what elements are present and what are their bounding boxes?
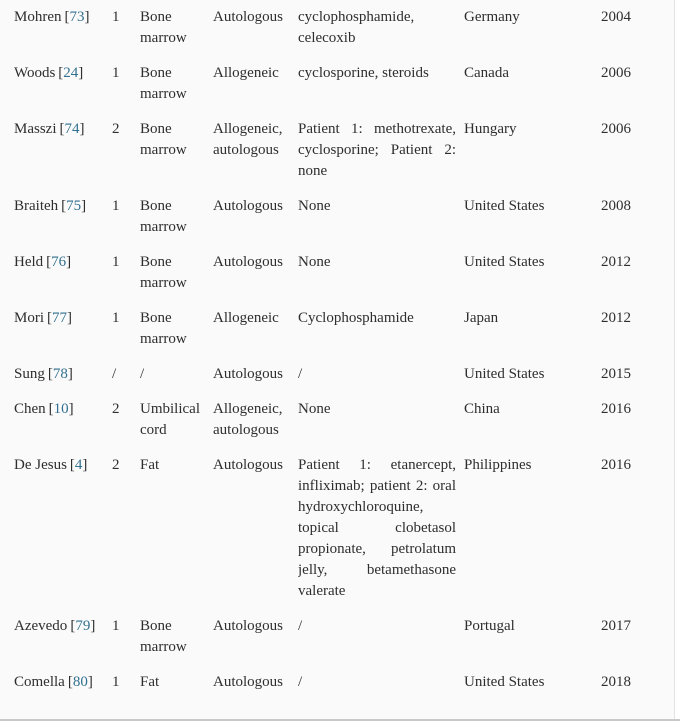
treatment-cell: / bbox=[298, 366, 303, 382]
author-name: Masszi bbox=[14, 121, 57, 137]
author-cell bbox=[14, 301, 112, 357]
reference-bracket bbox=[60, 121, 85, 137]
table-row bbox=[14, 301, 675, 357]
cell-source-cell: Bone marrow bbox=[140, 618, 187, 655]
author-name: Mohren bbox=[14, 9, 62, 25]
year-cell: 2004 bbox=[601, 9, 631, 25]
treatment-cell: / bbox=[298, 618, 303, 634]
table-row bbox=[14, 245, 675, 301]
patient-count-cell: 1 bbox=[112, 674, 120, 690]
transplant-type-cell: Allogeneic, autologous bbox=[213, 401, 283, 438]
reference-link[interactable]: 80 bbox=[72, 674, 88, 690]
reference-link[interactable]: 77 bbox=[52, 310, 67, 326]
patient-count-cell: 1 bbox=[112, 310, 120, 326]
transplant-type-cell: Autologous bbox=[213, 9, 284, 25]
author-name: Sung bbox=[14, 366, 45, 382]
reference-bracket bbox=[70, 618, 95, 634]
cell-source-cell: Bone marrow bbox=[140, 65, 187, 102]
reference-link[interactable]: 73 bbox=[69, 9, 85, 25]
table-row bbox=[14, 392, 675, 448]
treatment-cell: None bbox=[298, 198, 331, 214]
patient-count-cell: 1 bbox=[112, 65, 120, 81]
treatment-cell: Patient 1: etanercept, infliximab; patient 2: oral hydroxychloroquine, topical clobetasol propionate, petrolatum jelly, betamethasone valerate bbox=[298, 457, 456, 599]
author-cell bbox=[14, 112, 112, 189]
treatment-cell: None bbox=[298, 254, 331, 270]
year-cell: 2015 bbox=[601, 366, 631, 382]
year-cell: 2006 bbox=[601, 121, 631, 137]
cell-source-cell: Bone marrow bbox=[140, 310, 187, 347]
transplant-type-cell: Allogeneic bbox=[213, 65, 279, 81]
reference-bracket bbox=[70, 457, 88, 473]
reference-link[interactable]: 10 bbox=[53, 401, 69, 417]
cell-source-cell: Bone marrow bbox=[140, 198, 187, 235]
country-cell: United States bbox=[464, 254, 545, 270]
author-cell bbox=[14, 609, 112, 665]
transplant-type-cell: Allogeneic, autologous bbox=[213, 121, 283, 158]
cell-source-cell: Bone marrow bbox=[140, 121, 187, 158]
country-cell: United States bbox=[464, 198, 545, 214]
table-row bbox=[14, 189, 675, 245]
transplant-type-cell: Autologous bbox=[213, 366, 284, 382]
treatment-cell: cyclophosphamide, celecoxib bbox=[298, 9, 415, 46]
patient-count-cell: 1 bbox=[112, 254, 120, 270]
country-cell: United States bbox=[464, 674, 545, 690]
patient-count-cell: 2 bbox=[112, 401, 120, 417]
author-cell bbox=[14, 56, 112, 112]
patient-count-cell: 1 bbox=[112, 198, 120, 214]
author-name: Woods bbox=[14, 65, 56, 81]
author-name: De Jesus bbox=[14, 457, 67, 473]
year-cell: 2012 bbox=[601, 254, 631, 270]
patient-count-cell: 1 bbox=[112, 9, 120, 25]
country-cell: United States bbox=[464, 366, 545, 382]
table-row bbox=[14, 665, 675, 700]
treatment-cell: cyclosporine, steroids bbox=[298, 65, 429, 81]
cell-source-cell: Fat bbox=[140, 457, 160, 473]
country-cell: Philippines bbox=[464, 457, 532, 473]
cell-source-cell: / bbox=[140, 366, 145, 382]
reference-link[interactable]: 79 bbox=[75, 618, 91, 634]
reference-bracket bbox=[47, 310, 72, 326]
year-cell: 2017 bbox=[601, 618, 631, 634]
author-name: Chen bbox=[14, 401, 46, 417]
cell-source-cell: Bone marrow bbox=[140, 254, 187, 291]
reference-link[interactable]: 76 bbox=[51, 254, 67, 270]
cell-source-cell: Umbilical cord bbox=[140, 401, 200, 438]
reference-bracket bbox=[65, 9, 90, 25]
reference-bracket bbox=[49, 401, 74, 417]
treatment-cell: None bbox=[298, 401, 331, 417]
author-cell bbox=[14, 665, 112, 700]
studies-table bbox=[14, 0, 675, 700]
year-cell: 2012 bbox=[601, 310, 631, 326]
country-cell: Hungary bbox=[464, 121, 517, 137]
author-cell bbox=[14, 189, 112, 245]
author-cell bbox=[14, 392, 112, 448]
table-row bbox=[14, 609, 675, 665]
author-name: Held bbox=[14, 254, 44, 270]
year-cell: 2016 bbox=[601, 401, 631, 417]
treatment-cell: Patient 1: methotrexate, cyclosporine; Patient 2: none bbox=[298, 121, 456, 179]
transplant-type-cell: Autologous bbox=[213, 457, 284, 473]
table-row bbox=[14, 357, 675, 392]
country-cell: Germany bbox=[464, 9, 520, 25]
transplant-type-cell: Autologous bbox=[213, 618, 284, 634]
treatment-cell: / bbox=[298, 674, 303, 690]
cell-source-cell: Fat bbox=[140, 674, 160, 690]
author-cell bbox=[14, 357, 112, 392]
reference-link[interactable]: 74 bbox=[64, 121, 80, 137]
reference-bracket bbox=[46, 254, 71, 270]
country-cell: Japan bbox=[464, 310, 499, 326]
year-cell: 2008 bbox=[601, 198, 631, 214]
author-cell bbox=[14, 448, 112, 609]
transplant-type-cell: Autologous bbox=[213, 674, 284, 690]
patient-count-cell: / bbox=[112, 366, 117, 382]
treatment-cell: Cyclophosphamide bbox=[298, 310, 414, 326]
reference-bracket bbox=[48, 366, 73, 382]
country-cell: China bbox=[464, 401, 500, 417]
author-name: Comella bbox=[14, 674, 65, 690]
reference-bracket bbox=[68, 674, 93, 690]
patient-count-cell: 1 bbox=[112, 618, 120, 634]
year-cell: 2006 bbox=[601, 65, 631, 81]
table-row bbox=[14, 56, 675, 112]
author-name: Mori bbox=[14, 310, 44, 326]
year-cell: 2016 bbox=[601, 457, 631, 473]
reference-bracket bbox=[58, 65, 83, 81]
table-row bbox=[14, 112, 675, 189]
country-cell: Canada bbox=[464, 65, 509, 81]
author-name: Braiteh bbox=[14, 198, 59, 214]
reference-link[interactable]: 75 bbox=[66, 198, 82, 214]
patient-count-cell: 2 bbox=[112, 121, 120, 137]
reference-link[interactable]: 4 bbox=[74, 457, 83, 473]
reference-link[interactable]: 78 bbox=[52, 366, 68, 382]
transplant-type-cell: Autologous bbox=[213, 198, 284, 214]
table-body bbox=[14, 0, 675, 700]
author-name: Azevedo bbox=[14, 618, 68, 634]
country-cell: Portugal bbox=[464, 618, 515, 634]
reference-link[interactable]: 24 bbox=[63, 65, 79, 81]
year-cell: 2018 bbox=[601, 674, 631, 690]
cell-source-cell: Bone marrow bbox=[140, 9, 187, 46]
author-cell bbox=[14, 245, 112, 301]
patient-count-cell: 2 bbox=[112, 457, 120, 473]
author-cell bbox=[14, 0, 112, 56]
transplant-type-cell: Allogeneic bbox=[213, 310, 279, 326]
table-row bbox=[14, 0, 675, 56]
transplant-type-cell: Autologous bbox=[213, 254, 284, 270]
reference-bracket bbox=[61, 198, 86, 214]
table-row bbox=[14, 448, 675, 609]
